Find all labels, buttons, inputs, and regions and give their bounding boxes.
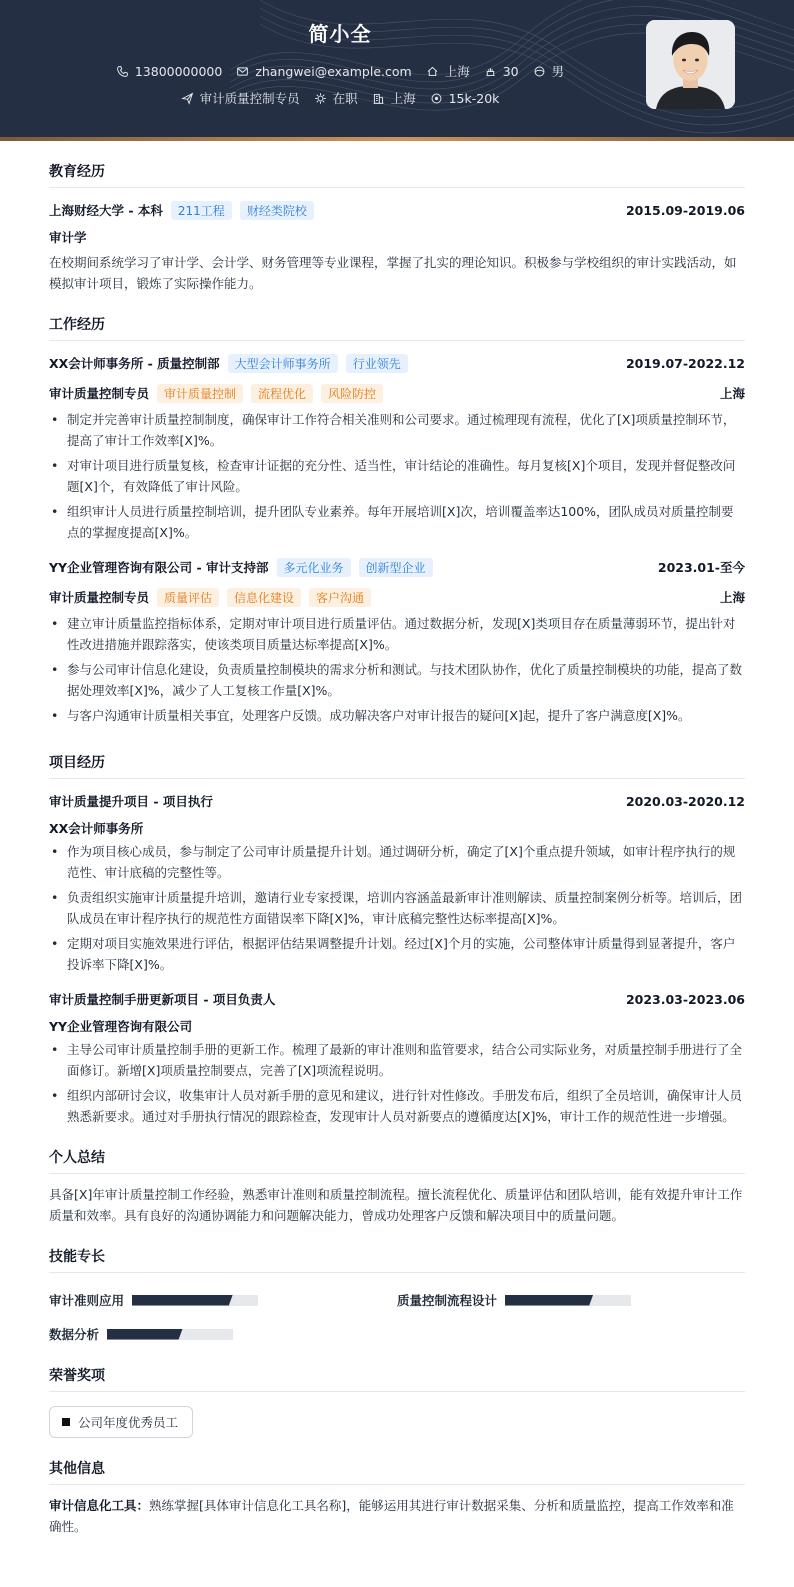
education-major: 审计学 — [49, 230, 87, 245]
list-item: • 参与公司审计信息化建设，负责质量控制模块的需求分析和测试。与技术团队协作，优化了质量控制模块的功能，提高了数据处理效率[X]%，减少了人工复核工作量[X]%。 — [49, 659, 745, 701]
list-item: • 定期对项目实施效果进行评估，根据评估结果调整提升计划。经过[X]个月的实施，公司整体审计质量得到显著提升，客户投诉率下降[X]%。 — [49, 933, 745, 975]
project-bullets — [49, 1039, 745, 1127]
skill-level-bar — [505, 1295, 631, 1306]
work-date: 2023.01-至今 — [657, 560, 745, 575]
company-tag: 行业领先 — [346, 354, 408, 373]
skill-name: 数据分析 — [49, 1327, 100, 1342]
skill-level-fill — [107, 1329, 183, 1340]
work-section-title: 工作经历 — [49, 294, 745, 341]
skill-item — [49, 1283, 397, 1317]
project-date: 2020.03-2020.12 — [625, 793, 745, 809]
project-date: 2023.03-2023.06 — [625, 991, 745, 1007]
expected-city-item — [372, 89, 416, 107]
projects-section-title: 项目经历 — [49, 726, 745, 779]
other-section-title: 其他信息 — [49, 1438, 745, 1485]
education-section-title: 教育经历 — [49, 141, 745, 188]
education-date: 2015.09-2019.06 — [625, 202, 745, 218]
skill-level-fill — [132, 1295, 233, 1306]
gender-icon — [533, 65, 546, 78]
phone-text: 13800000000 — [134, 63, 223, 79]
company-name: YY企业管理咨询有限公司 - 审计支持部 — [49, 560, 269, 575]
awards-section-title: 荣誉奖项 — [49, 1351, 745, 1392]
work-date: 2019.07-2022.12 — [625, 355, 745, 371]
school-tag: 财经类院校 — [240, 201, 314, 220]
list-item: • 组织审计人员进行质量控制培训，提升团队专业素养。每年开展培训[X]次，培训覆盖率达100%，团队成员对质量控制要点的掌握度提高[X]%。 — [49, 501, 745, 543]
gender-text: 男 — [551, 64, 565, 79]
education-row — [49, 198, 745, 222]
work-item — [49, 351, 745, 543]
role-tag: 流程优化 — [251, 384, 313, 403]
project-item — [49, 987, 745, 1127]
list-item: • 与客户沟通审计质量相关事宜，处理客户反馈。成功解决客户对审计报告的疑问[X]起，提升了客户满意度[X]%。 — [49, 705, 745, 726]
education-description: 在校期间系统学习了审计学、会计学、财务管理等专业课程，掌握了扎实的理论知识。积极参与学校组织的审计实践活动，如模拟审计项目，锻炼了实际操作能力。 — [49, 255, 737, 291]
phone-icon — [116, 65, 129, 78]
age-item — [484, 62, 519, 80]
job-role: 审计质量控制专员 — [49, 386, 150, 401]
candidate-name: 简小全 — [308, 22, 372, 46]
status-text: 在职 — [332, 91, 358, 106]
resume-header — [0, 0, 794, 141]
avatar-portrait — [646, 20, 735, 109]
role-tag: 风险防控 — [321, 384, 383, 403]
expected-city-text: 上海 — [390, 91, 416, 106]
building-icon — [372, 92, 385, 105]
status-icon — [314, 92, 327, 105]
award-badge — [49, 1406, 193, 1438]
salary-item — [430, 89, 500, 107]
email-item — [236, 62, 411, 80]
square-bullet-icon — [62, 1418, 70, 1426]
summary-section-title: 个人总结 — [49, 1127, 745, 1174]
work-bullets — [49, 613, 745, 726]
mail-icon — [236, 65, 249, 78]
work-location: 上海 — [719, 386, 745, 401]
project-item — [49, 789, 745, 975]
phone-item — [116, 62, 222, 80]
project-org: YY企业管理咨询有限公司 — [49, 1019, 193, 1034]
resume-content — [0, 141, 794, 1537]
company-tag: 大型会计师事务所 — [228, 354, 338, 373]
project-name: 审计质量控制手册更新项目 - 项目负责人 — [49, 992, 276, 1007]
work-item — [49, 555, 745, 726]
skill-item — [49, 1317, 397, 1351]
skills-list — [49, 1283, 745, 1351]
gender-item — [533, 62, 565, 80]
list-item: • 建立审计质量监控指标体系，定期对审计项目进行质量评估。通过数据分析，发现[X]类项目存在质量薄弱环节，提出针对性改进措施并跟踪落实，使该类项目质量达标率提高[X]%。 — [49, 613, 745, 655]
skill-name: 质量控制流程设计 — [397, 1293, 498, 1308]
role-tag: 审计质量控制 — [157, 384, 243, 403]
city-item — [426, 62, 470, 80]
work-location: 上海 — [719, 590, 745, 605]
send-icon — [181, 92, 194, 105]
skill-item — [397, 1283, 745, 1317]
salary-text: 15k-20k — [448, 90, 500, 106]
position-item — [181, 89, 300, 107]
school-name: 上海财经大学 - 本科 — [49, 203, 163, 218]
list-item: • 负责组织实施审计质量提升培训，邀请行业专家授课，培训内容涵盖最新审计准则解读、质量控制案例分析等。培训后，团队成员在审计程序执行的规范性方面错误率下降[X]%，审计底稿完整性达标率提高[X]%。 — [49, 887, 745, 929]
other-info — [49, 1495, 745, 1537]
project-name: 审计质量提升项目 - 项目执行 — [49, 794, 213, 809]
company-tag: 多元化业务 — [277, 558, 351, 577]
company-tag: 创新型企业 — [359, 558, 433, 577]
list-item: • 对审计项目进行质量复核，检查审计证据的充分性、适当性，审计结论的准确性。每月复核[X]个项目，发现并督促整改问题[X]个，有效降低了审计风险。 — [49, 455, 745, 497]
skills-section-title: 技能专长 — [49, 1226, 745, 1273]
email-text: zhangwei@example.com — [255, 63, 412, 79]
project-org: XX会计师事务所 — [49, 821, 144, 836]
job-intent-row — [0, 89, 680, 107]
role-tag: 信息化建设 — [227, 588, 301, 607]
skill-name: 审计准则应用 — [49, 1293, 125, 1308]
city-text: 上海 — [444, 64, 470, 79]
list-item: • 组织内部研讨会议，收集审计人员对新手册的意见和建议，进行针对性修改。手册发布后，组织了全员培训，确保审计人员熟悉新要求。通过对手册执行情况的跟踪检查，发现审计人员对新要点的遵循度达[X]%，审计工作的规范性进一步增强。 — [49, 1085, 745, 1127]
other-label: 审计信息化工具： — [49, 1498, 150, 1513]
role-tag: 客户沟通 — [309, 588, 371, 607]
money-icon — [430, 92, 443, 105]
school-tag: 211工程 — [171, 201, 232, 220]
skill-level-bar — [132, 1295, 258, 1306]
position-text: 审计质量控制专员 — [199, 91, 300, 106]
contact-row — [0, 62, 680, 80]
project-bullets — [49, 841, 745, 975]
status-item — [314, 89, 358, 107]
avatar — [646, 20, 735, 109]
role-tag: 质量评估 — [157, 588, 219, 607]
job-role: 审计质量控制专员 — [49, 590, 150, 605]
header-accent-bar — [0, 137, 794, 141]
company-name: XX会计师事务所 - 质量控制部 — [49, 356, 220, 371]
other-text: 熟练掌握[具体审计信息化工具名称]，能够运用其进行审计数据采集、分析和质量监控，提高工作效率和准确性。 — [49, 1498, 734, 1534]
age-icon — [484, 65, 497, 78]
home-icon — [426, 65, 439, 78]
summary-text: 具备[X]年审计质量控制工作经验，熟悉审计准则和质量控制流程。擅长流程优化、质量评估和团队培训，能有效提升审计工作质量和效率。具有良好的沟通协调能力和问题解决能力，曾成功处理客户反馈和解决项目中的质量问题。 — [49, 1187, 743, 1223]
list-item: • 主导公司审计质量控制手册的更新工作。梳理了最新的审计准则和监管要求，结合公司实际业务，对质量控制手册进行了全面修订。新增[X]项质量控制要点，完善了[X]项流程说明。 — [49, 1039, 745, 1081]
age-text: 30 — [502, 63, 519, 79]
list-item: • 制定并完善审计质量控制制度，确保审计工作符合相关准则和公司要求。通过梳理现有流程，优化了[X]项质量控制环节，提高了审计工作效率[X]%。 — [49, 409, 745, 451]
skill-level-fill — [505, 1295, 593, 1306]
work-bullets — [49, 409, 745, 543]
list-item: • 作为项目核心成员，参与制定了公司审计质量提升计划。通过调研分析，确定了[X]个重点提升领域，如审计程序执行的规范性、审计底稿的完整性等。 — [49, 841, 745, 883]
award-name: 公司年度优秀员工 — [78, 1415, 179, 1430]
skill-level-bar — [107, 1329, 233, 1340]
